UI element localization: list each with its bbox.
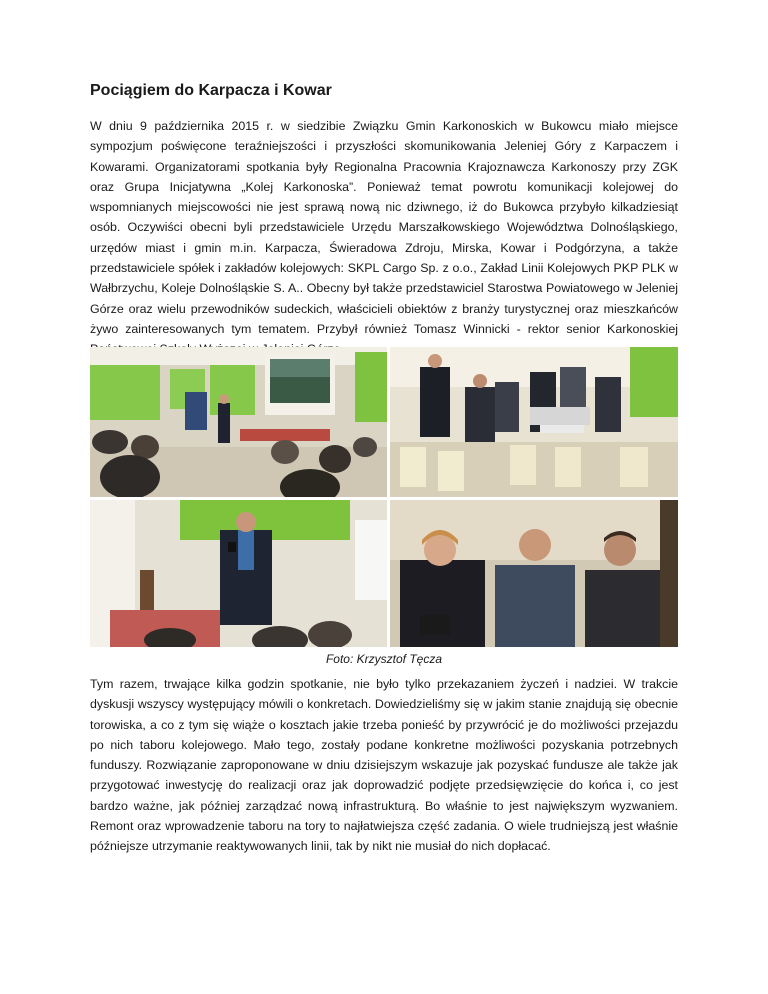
photo-speaker — [90, 500, 387, 647]
photo-collage — [90, 347, 678, 647]
article-paragraph-2: Tym razem, trwające kilka godzin spotkanie, nie było tylko przekazaniem życzeń i nadziei. W trakcie dyskusji wszyscy występujący mówili o konkretach. Dowiedzieliśmy się w jakim stanie znajdują się obecnie torowiska, a co z tym się wiąże o kosztach jakie trzeba ponieść by przywrócić je do możliwości przejazdu po nich taboru kolejowego. Mało tego, zostały podane konkretne możliwości pozyskania potrzebnych funduszy. Rozwiązanie zaproponowane w dniu dzisiejszym wskazuje jak pozyskać fundusze ale także jak przygotować inwestycję do realizacji oraz jak doprowadzić podjęte przedsięwzięcie do końca i, co jest bardzo ważne, jak później zarządzać nową infrastrukturą. Bo właśnie to jest największym wyzwaniem. Remont oraz wprowadzenie taboru na tory to najłatwiejsza część zadania. O wiele trudniejszą jest właśnie późniejsze utrzymanie reaktywowanych linii, tak by nikt nie musiał do nich dopłacać. — [90, 677, 678, 854]
photo-projector-group — [390, 347, 678, 497]
article-paragraph-1: W dniu 9 października 2015 r. w siedzibie Związku Gmin Karkonoskich w Bukowcu miało miejsce sympozjum poświęcone teraźniejszości i przyszłości skomunikowania Jeleniej Góry z Karpaczem i Kowarami. Organizatorami spotkania były Regionalna Pracownia Krajoznawcza Karkonoszy przy ZGK oraz Grupa Inicjatywna „Kolej Karkonoska”. Ponieważ temat powrotu komunikacji kolejowej do wspomnianych miejscowości nie jest sprawą nową nic dziwnego, iż do Bukowca przybyło kilkadziesiąt osób. Oczywiści obecni byli przedstawiciele Urzędu Marszałkowskiego Województwa Dolnośląskiego, urzędów miast i gmin m.in. Karpacza, Świeradowa Zdroju, Mirska, Kowar i Podgórzyna, a także przedstawiciele spółek i zakładów kolejowych: SKPL Cargo Sp. z o.o., Zakład Linii Kolejowych PKP PLK w Wałbrzychu, Koleje Dolnośląskie S. A.. Obecny był także przedstawiciel Starostwa Powiatowego w Jeleniej Górze oraz wielu przewodników sudeckich, właścicieli obiektów z branży turystycznej oraz mieszkańców żywo zainteresowanych tym tematem. Przybył również Tomasz Winnicki - rektor senior Karkonoskiej — [90, 119, 678, 336]
article-title: Pociągiem do Karpacza i Kowar — [90, 82, 332, 99]
photo-conference-room — [90, 347, 387, 497]
photo-audience — [390, 500, 678, 647]
photo-caption: Foto: Krzysztof Tęcza — [325, 652, 443, 666]
